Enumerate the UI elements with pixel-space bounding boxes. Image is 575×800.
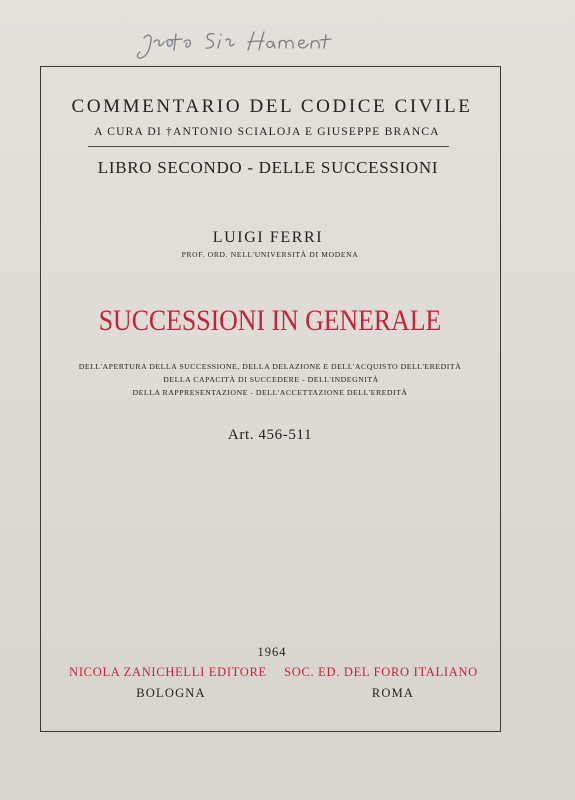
header-divider	[88, 146, 449, 147]
series-editors: A CURA DI †ANTONIO SCIALOJA E GIUSEPPE BRANCA	[94, 126, 440, 138]
publisher-city: ROMA	[371, 686, 415, 700]
publisher-city: BOLOGNA	[136, 686, 206, 700]
publication-year: 1964	[257, 645, 287, 659]
author-name: LUIGI FERRI	[212, 229, 324, 246]
book-title: LIBRO SECONDO - DELLE SUCCESSIONI	[97, 158, 439, 177]
handwritten-signature	[132, 20, 362, 70]
article-range: Art. 456-511	[227, 427, 313, 443]
subtitle-line: DELLA CAPACITÀ DI SUCCEDERE - DELL'INDEGNITÀ	[163, 375, 379, 384]
subtitle-line: DELL'APERTURA DELLA SUCCESSIONE, DELLA DELAZIONE E DELL'ACQUISTO DELL'EREDITÀ	[78, 362, 462, 371]
author-affiliation: PROF. ORD. NELL'UNIVERSITÀ DI MODENA	[181, 250, 359, 259]
main-title: SUCCESSIONI IN GENERALE	[98, 304, 442, 337]
subtitle-line: DELLA RAPPRESENTAZIONE - DELL'ACCETTAZIONE DELL'EREDITÀ	[132, 388, 408, 397]
publisher-name: NICOLA ZANICHELLI EDITORE	[69, 665, 267, 679]
publisher-name: SOC. ED. DEL FORO ITALIANO	[284, 665, 478, 679]
series-title: COMMENTARIO DEL CODICE CIVILE	[71, 96, 473, 117]
